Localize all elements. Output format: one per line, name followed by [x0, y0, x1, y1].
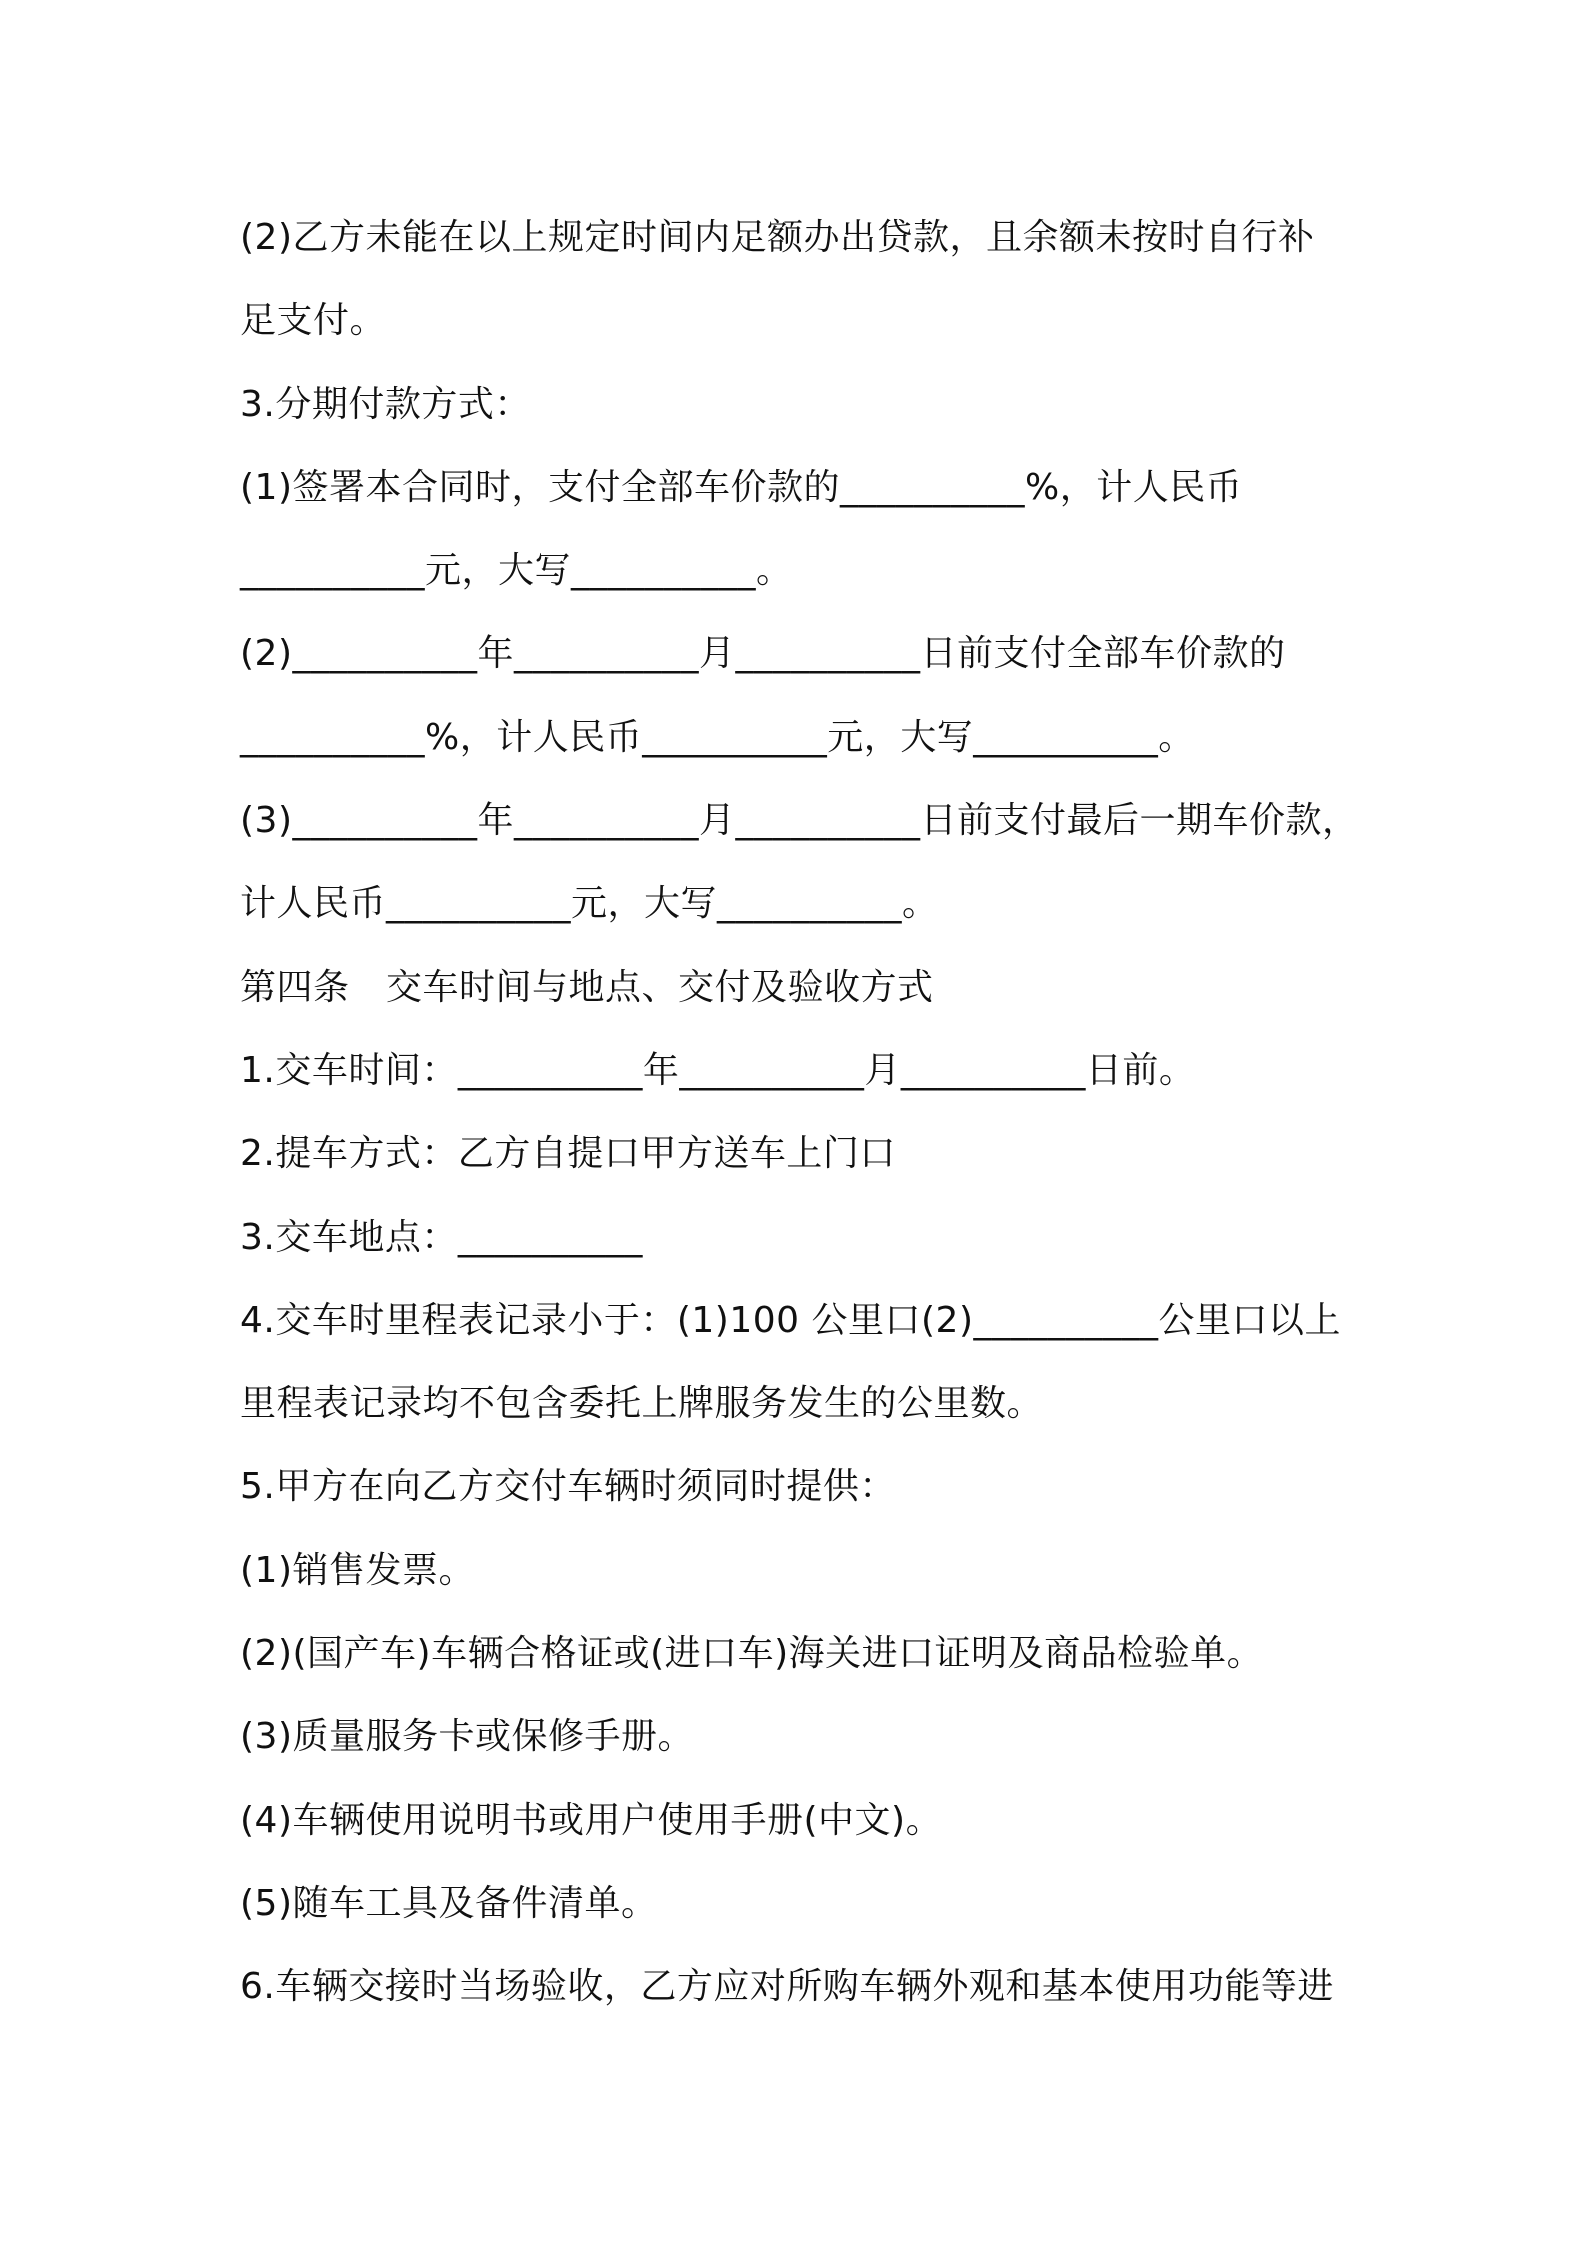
text-line: 3.交车地点：__________	[240, 1216, 643, 1258]
text-line: 1.交车时间：__________年__________月__________日前。	[240, 1049, 1196, 1091]
text-line: 6.车辆交接时当场验收，乙方应对所购车辆外观和基本使用功能等进	[240, 1966, 1334, 2008]
list-item: (1)销售发票。	[240, 1549, 475, 1591]
document-body	[240, 196, 1380, 2029]
article-heading: 第四条 交车时间与地点、交付及验收方式	[240, 966, 934, 1008]
text-line: (1)签署本合同时，支付全部车价款的__________%，计人民币	[240, 466, 1243, 508]
text-line: 计人民币__________元，大写__________。	[240, 883, 939, 925]
text-line: (2)乙方未能在以上规定时间内足额办出贷款，且余额未按时自行补	[240, 217, 1315, 258]
list-item: (5)随车工具及备件清单。	[240, 1882, 658, 1924]
text-line: __________元，大写__________。	[240, 550, 793, 592]
list-item: (4)车辆使用说明书或用户使用手册(中文)。	[240, 1799, 943, 1841]
text-line: __________%，计人民币__________元，大写__________。	[240, 716, 1195, 758]
text-line: 足支付。	[240, 300, 387, 342]
text-line: 2.提车方式：乙方自提口甲方送车上门口	[240, 1133, 896, 1175]
list-item: (3)质量服务卡或保修手册。	[240, 1716, 694, 1758]
section-heading: 3.分期付款方式：	[240, 383, 531, 425]
text-line: 4.交车时里程表记录小于：(1)100 公里口(2)__________公里口以上	[240, 1299, 1341, 1341]
list-item: (2)(国产车)车辆合格证或(进口车)海关进口证明及商品检验单。	[240, 1633, 1264, 1675]
text-line: 里程表记录均不包含委托上牌服务发生的公里数。	[240, 1383, 1044, 1425]
text-line: (3)__________年__________月__________日前支付最后一期车价款，	[240, 800, 1359, 842]
text-line: 5.甲方在向乙方交付车辆时须同时提供：	[240, 1466, 896, 1508]
text-line: (2)__________年__________月__________日前支付全部车价款的	[240, 633, 1286, 675]
